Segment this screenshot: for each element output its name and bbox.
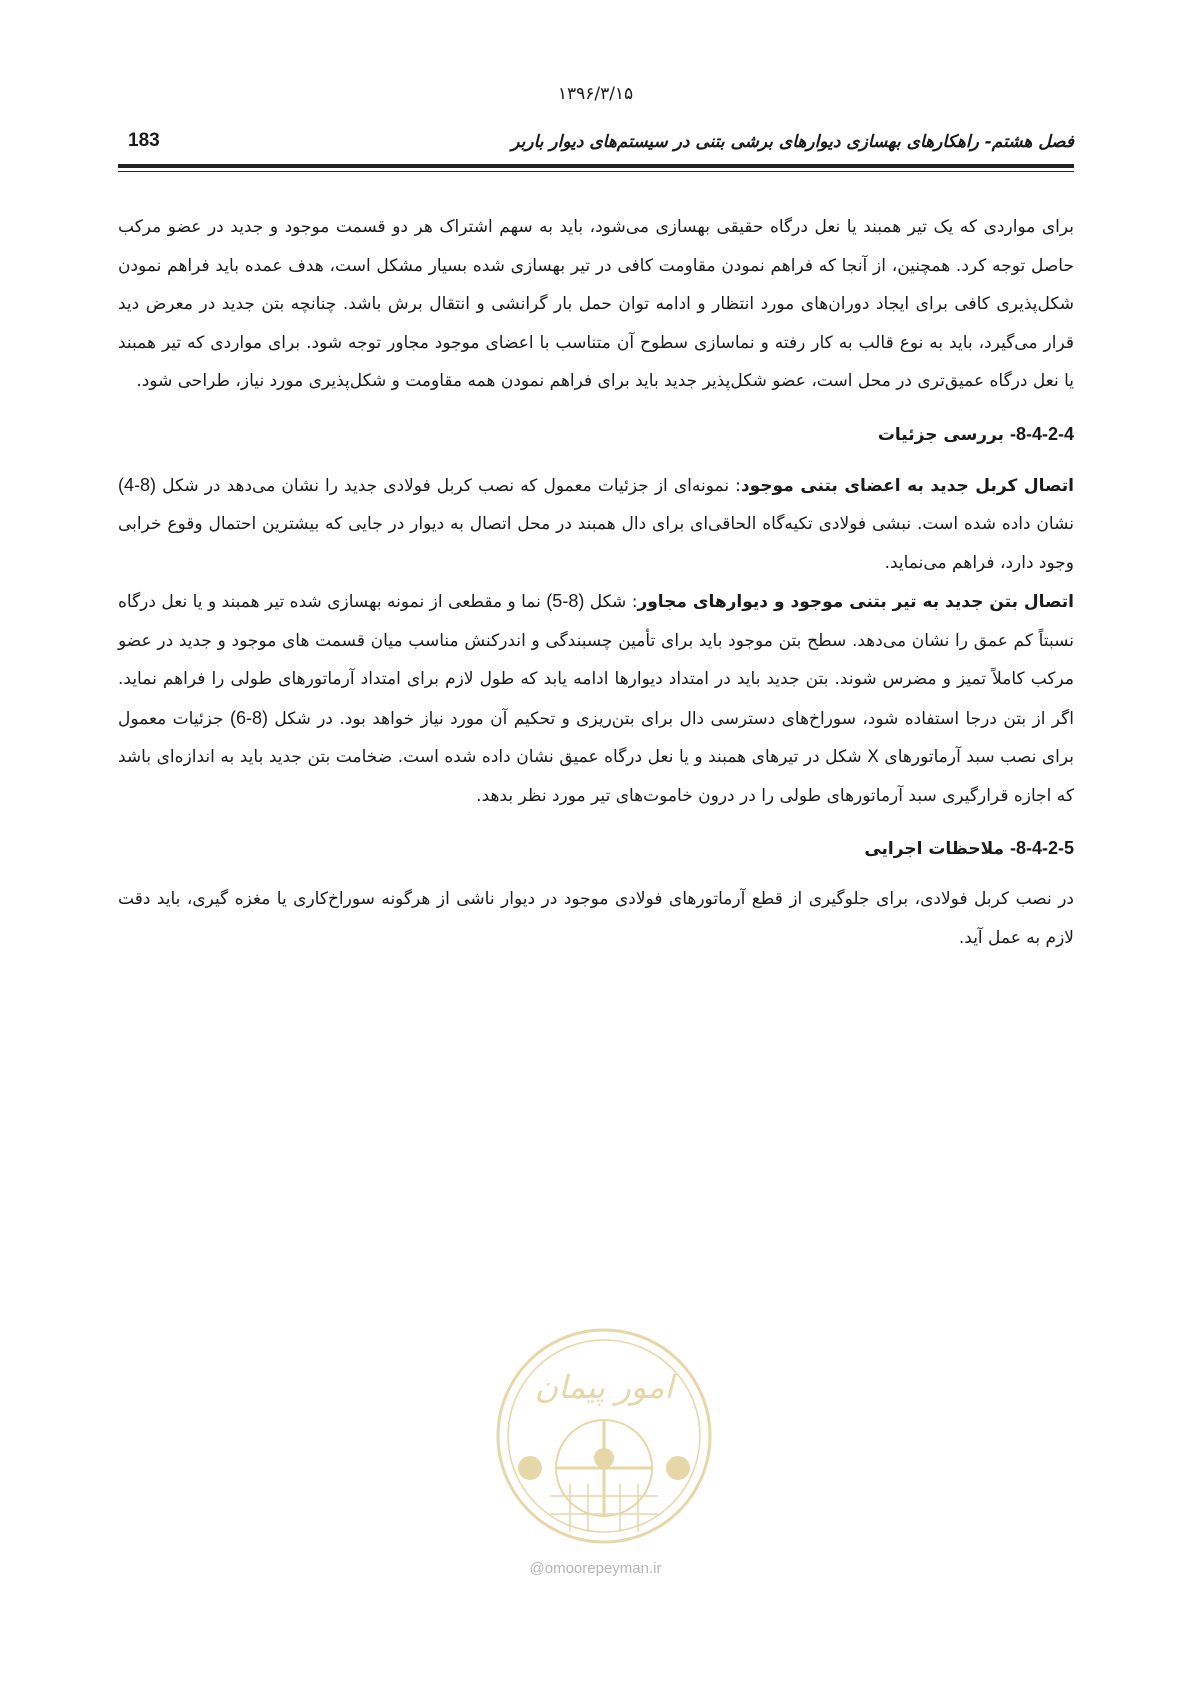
header-rule-thin <box>118 171 1074 172</box>
paragraph-text: : شکل <box>584 592 638 612</box>
paragraph-text: جزئیات معمول برای نصب سبد آرماتورهای X شکل در تیرهای همبند و یا نعل درگاه عمیق نشان داده شده است. ضخامت بتن جدید باید به اندازه‌ای باشد که اجازه قرارگیری سبد آرماتورهای طولی را در درون خاموت‌های تیر مورد نظر بدهد. <box>118 708 1074 806</box>
watermark-logo <box>490 1318 718 1554</box>
header-rule-thick <box>118 164 1074 168</box>
section-title: بررسی جزئیات <box>877 424 1005 445</box>
paragraph-lead: اتصال بتن جدید به تیر بتنی موجود و دیوارهای مجاور <box>637 592 1075 612</box>
paragraph-text: نشان داده شده است. نبشی فولادی تکیه‌گاه الحاقی‌ای برای دال همبند در محل اتصال به دیوار در جایی که بیشترین احتمال وقوع خرابی وجود دارد، فراهم می‌نماید. <box>118 514 1074 573</box>
section-heading-details <box>118 417 1074 452</box>
page-header <box>118 126 1074 166</box>
at-icon: @ <box>529 1560 545 1577</box>
paragraph-text: نما و مقطعی از نمونه بهسازی شده تیر همبند و یا نعل درگاه نسبتاً کم عمق را نشان می‌دهد. سطح بتن موجود باید برای تأمین چسبندگی و اندرکنش مناسب میان قسمت های موجود و جدید در عضو مرکب کاملاً تمیز و مضرس شوند. بتن جدید باید در امتداد دیوارها ادامه یابد که طول لازم برای امتداد آرماتورهای طولی را فراهم نماید. اگر از بتن درجا استفاده شود، سوراخ‌های دسترسی دال برای بتن‌ریزی و تحکیم آن مورد نیاز خواهد بود. در شکل <box>118 592 1074 729</box>
figure-reference: (8-5) <box>546 591 585 611</box>
intro-paragraph: برای مواردی که یک تیر همبند یا نعل درگاه حقیقی بهسازی می‌شود، باید به سهم اشتراک هر دو قسمت موجود و جدید در عضو مرکب حاصل توجه کرد. همچنین، از آنجا که فراهم نمودن مقاومت کافی در تیر بهسازی شده بسیار مشکل است، هدف عمده باید فراهم نمودن شکل‌پذیری کافی برای ایجاد دوران‌های مورد انتظار و ادامه توان حمل بار گرانشی و انتقال برش باشد. چنانچه بتن جدید در معرض دید قرار می‌گیرد، باید به نوع قالب به کار رفته و نماسازی سطوح آن متناسب با اعضای موجود مجاور توجه شود. برای مواردی که تیر همبند یا نعل درگاه عمیق‌تری در محل است، عضو شکل‌پذیر جدید باید برای فراهم نمودن همه مقاومت و شکل‌پذیری مورد نیاز، طراحی شود. <box>118 217 1074 391</box>
paragraph-lead: اتصال کربل جدید به اعضای بتنی موجود <box>740 475 1075 496</box>
paragraph-text: : نمونه‌ای از جزئیات معمول که نصب کربل فولادی جدید را نشان می‌دهد در شکل <box>156 475 741 496</box>
paragraph-corbel <box>118 466 1074 583</box>
watermark-logo-text: امور پیمان <box>534 1368 674 1406</box>
section-heading-execution <box>118 831 1074 866</box>
figure-reference: (8-6) <box>229 707 268 728</box>
section-title: ملاحظات اجرایی <box>864 839 1005 859</box>
watermark-site-text: omoorepeyman.ir <box>544 1560 662 1577</box>
page-number: 183 <box>128 130 160 151</box>
paragraph-beam <box>118 582 1074 815</box>
section-number: 8-4-2-4- <box>1009 423 1074 444</box>
section-number: 8-4-2-5- <box>1009 838 1074 858</box>
running-title: فصل هشتم- راهکارهای بهسازی دیوارهای برشی بتنی در سیستم‌های دیوار باربر <box>511 132 1074 152</box>
figure-reference: (8-4) <box>118 474 157 495</box>
paragraph-execution: در نصب کربل فولادی، برای جلوگیری از قطع آرماتورهای فولادی موجود در دیوار ناشی از هرگونه سوراخ‌کاری یا مغزه گیری، باید دقت لازم به عمل آید. <box>118 889 1074 948</box>
document-date: ۱۳۹۶/۳/۱۵ <box>557 84 634 104</box>
watermark-site <box>0 1560 1191 1577</box>
body-text <box>118 208 1074 957</box>
